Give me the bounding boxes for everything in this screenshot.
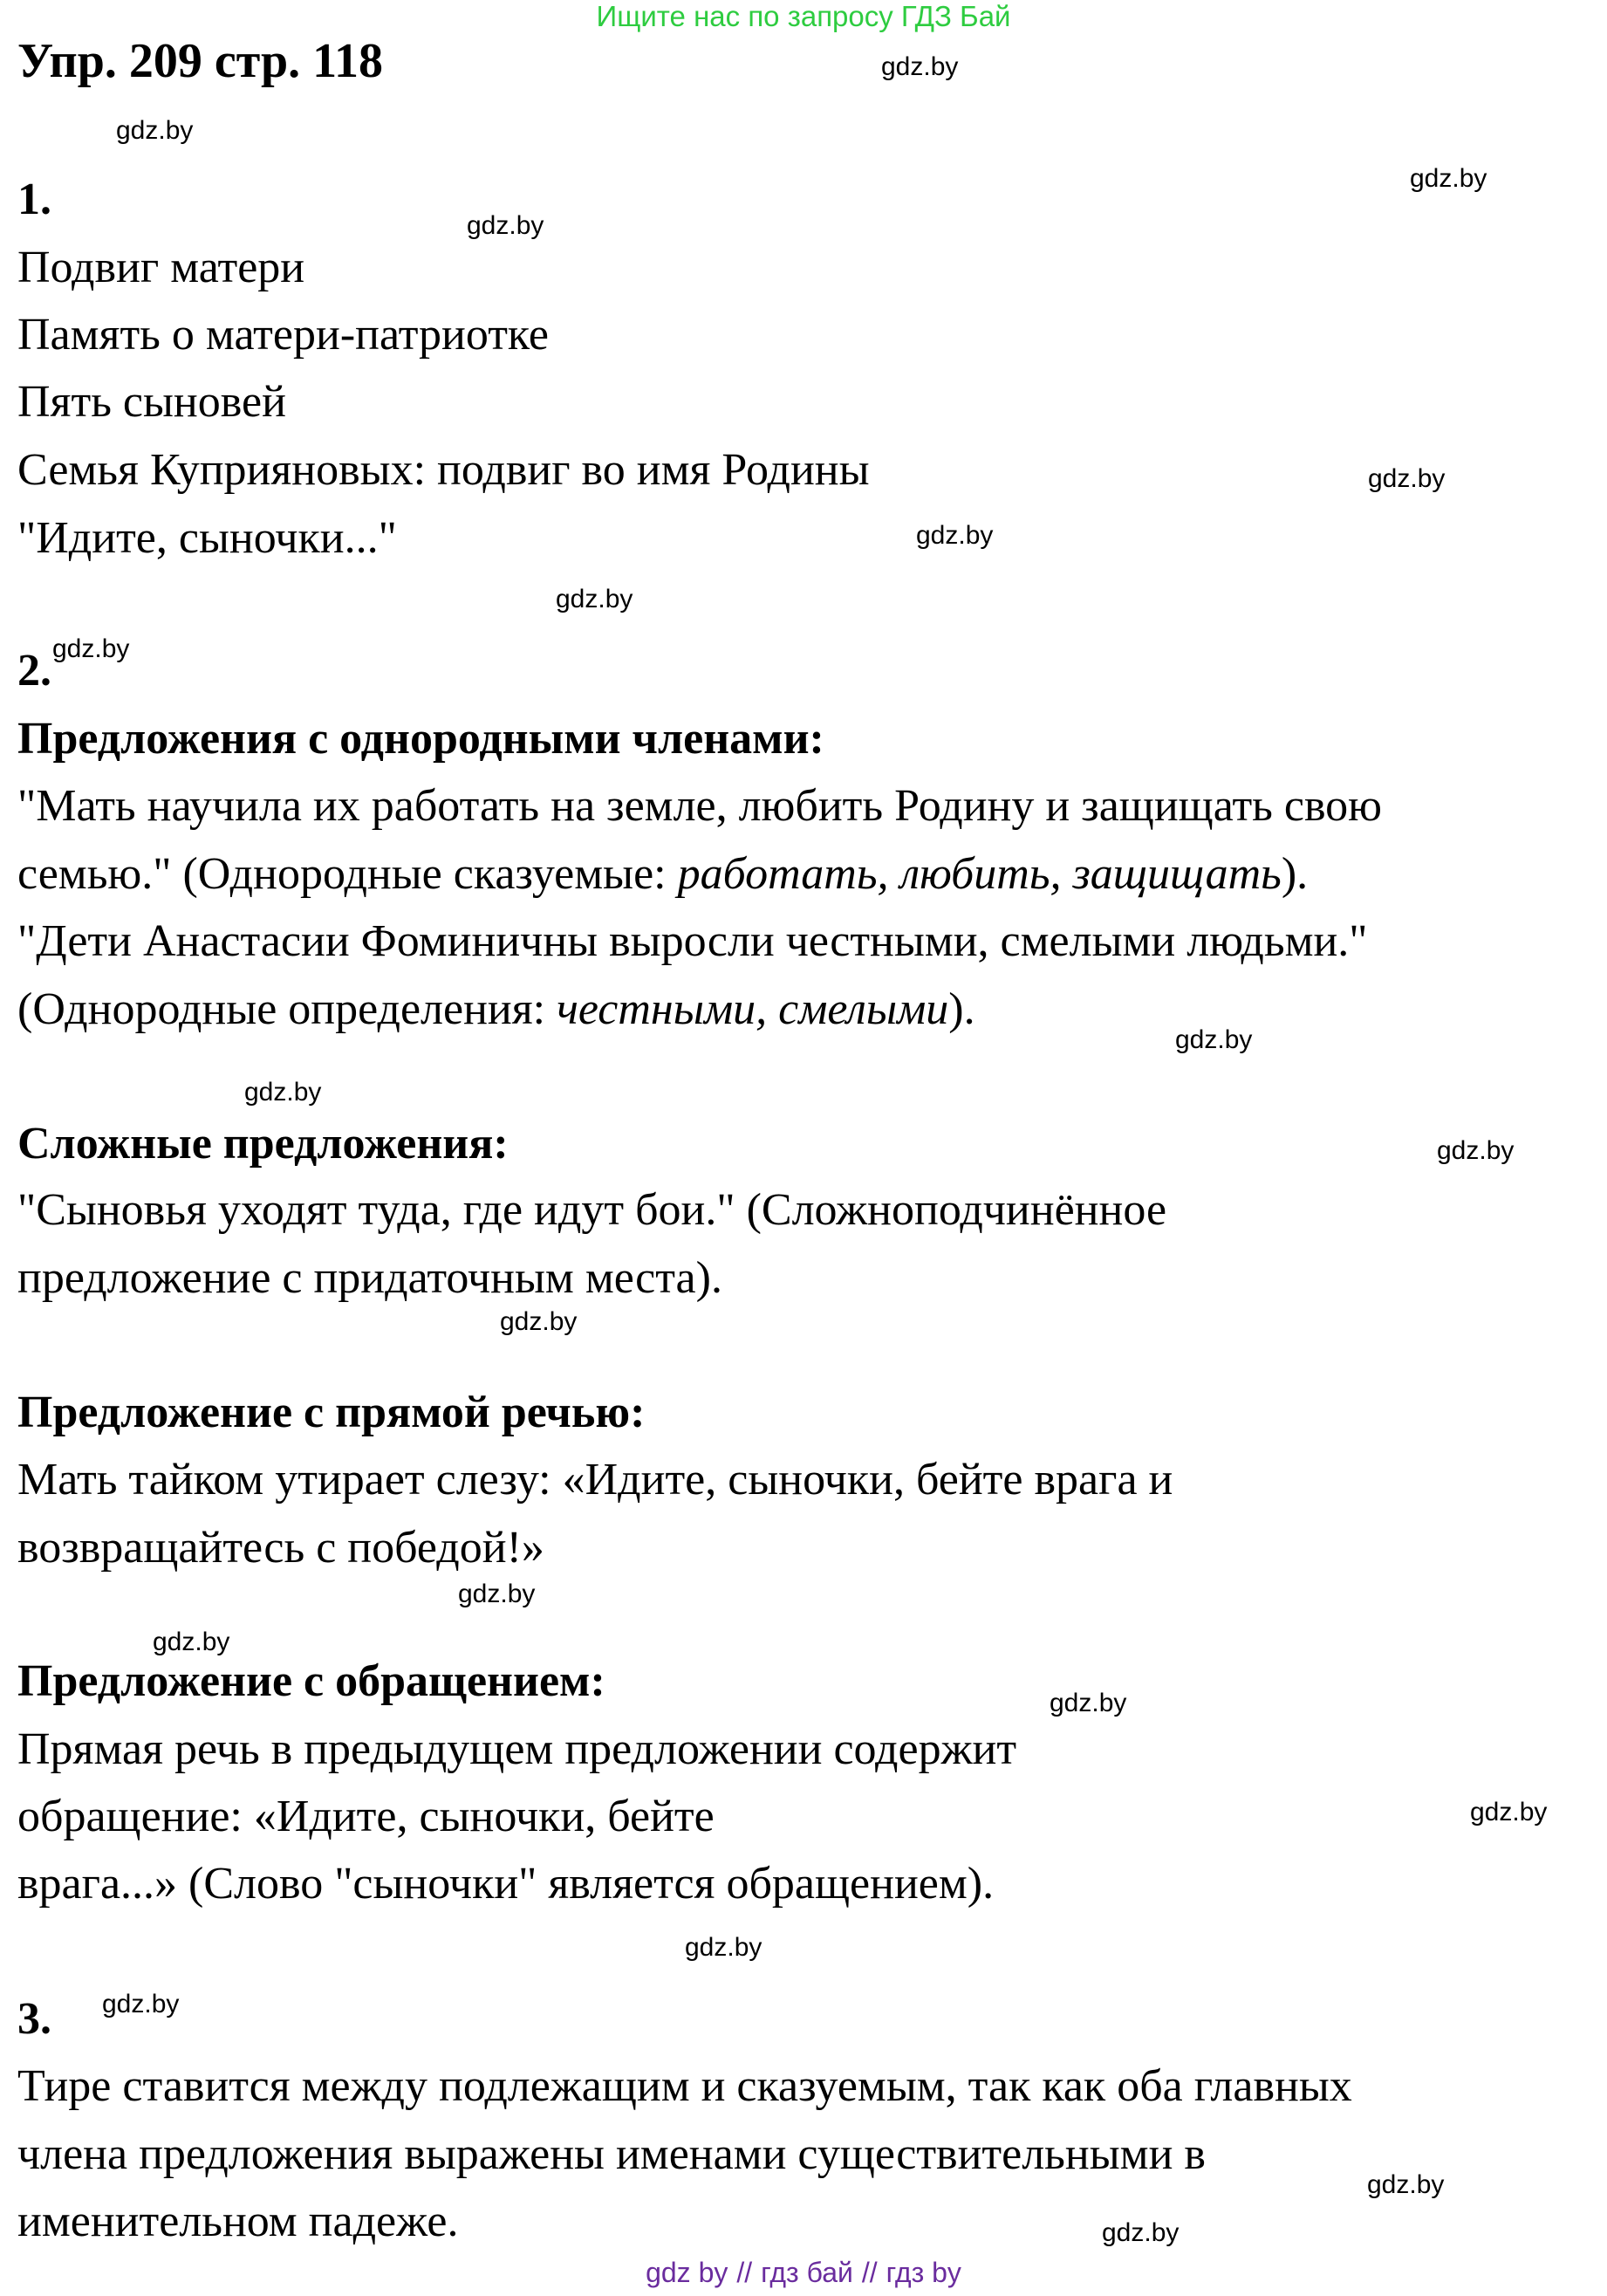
heading-complex: Сложные предложения: xyxy=(17,1119,509,1169)
watermark: gdz.by xyxy=(685,1933,762,1962)
section-1-line: Подвиг матери xyxy=(17,243,305,292)
watermark: gdz.by xyxy=(916,521,994,550)
heading-direct-speech: Предложение с прямой речью: xyxy=(17,1388,646,1437)
homogeneous-attributes: честными, смелыми xyxy=(557,984,949,1034)
watermark: gdz.by xyxy=(1050,1689,1127,1717)
footer-separator: // xyxy=(736,2257,753,2288)
complex-line-1: "Сыновья уходят туда, где идут бои." (Сложноподчинённое xyxy=(17,1185,1167,1235)
address-line-1: Прямая речь в предыдущем предложении содержит xyxy=(17,1724,1017,1774)
footer-link-gdz-by-ru[interactable]: гдз by xyxy=(886,2257,961,2288)
watermark: gdz.by xyxy=(1175,1025,1253,1054)
page-title: Упр. 209 стр. 118 xyxy=(17,34,384,88)
homogeneous-line-2: семью." (Однородные сказуемые: работать, любить, защищать). xyxy=(17,849,1309,899)
watermark: gdz.by xyxy=(1410,164,1487,193)
section-1-line: Память о матери-патриотке xyxy=(17,310,549,360)
watermark: gdz.by xyxy=(244,1078,322,1107)
homogeneous-line-3: "Дети Анастасии Фоминичны выросли честными, смелыми людьми." xyxy=(17,916,1368,966)
watermark: gdz.by xyxy=(881,52,959,81)
section-3-number: 3. xyxy=(17,1994,51,2044)
section-3-line-3: именительном падеже. xyxy=(17,2197,459,2246)
address-line-3: врага...» (Слово "сыночки" является обращением). xyxy=(17,1859,995,1909)
watermark: gdz.by xyxy=(458,1580,536,1608)
section-1-number: 1. xyxy=(17,175,51,224)
watermark: gdz.by xyxy=(1470,1798,1548,1827)
heading-address: Предложение с обращением: xyxy=(17,1656,605,1706)
watermark: gdz.by xyxy=(1367,2170,1445,2199)
watermark: gdz.by xyxy=(467,211,544,240)
direct-speech-line-1: Мать тайком утирает слезу: «Идите, сыночки, бейте врага и xyxy=(17,1455,1173,1504)
watermark: gdz.by xyxy=(153,1628,230,1656)
watermark: gdz.by xyxy=(1368,464,1446,493)
homogeneous-predicates: работать, любить, защищать xyxy=(677,849,1282,899)
section-1-line: Пять сыновей xyxy=(17,377,286,427)
complex-line-2: предложение с придаточным места). xyxy=(17,1253,722,1303)
footer-separator: // xyxy=(861,2257,878,2288)
direct-speech-line-2: возвращайтесь с победой!» xyxy=(17,1523,544,1573)
footer-links xyxy=(0,2257,1607,2289)
section-1-line: "Идите, сыночки..." xyxy=(17,513,397,563)
homogeneous-line-1: "Мать научила их работать на земле, любить Родину и защищать свою xyxy=(17,781,1383,831)
section-3-line-2: члена предложения выражены именами существительными в xyxy=(17,2129,1206,2179)
watermark: gdz.by xyxy=(116,116,194,145)
watermark: gdz.by xyxy=(500,1307,578,1336)
heading-homogeneous: Предложения с однородными членами: xyxy=(17,714,824,764)
address-line-2: обращение: «Идите, сыночки, бейте xyxy=(17,1792,715,1841)
homogeneous-line-4: (Однородные определения: честными, смелыми). xyxy=(17,984,975,1034)
footer-link-gdz-bai[interactable]: гдз бай xyxy=(761,2257,853,2288)
watermark: gdz.by xyxy=(1437,1136,1515,1165)
section-1-line: Семья Куприяновых: подвиг во имя Родины xyxy=(17,445,870,495)
top-banner: Ищите нас по запросу ГДЗ Бай xyxy=(596,0,1011,32)
watermark: gdz.by xyxy=(556,585,633,613)
footer-link-gdz-by[interactable]: gdz by xyxy=(646,2257,728,2288)
watermark: gdz.by xyxy=(1102,2218,1180,2247)
watermark: gdz.by xyxy=(52,634,130,663)
section-2-number: 2. xyxy=(17,646,51,696)
section-3-line-1: Тире ставится между подлежащим и сказуемым, так как оба главных xyxy=(17,2061,1352,2111)
watermark: gdz.by xyxy=(102,1990,180,2018)
